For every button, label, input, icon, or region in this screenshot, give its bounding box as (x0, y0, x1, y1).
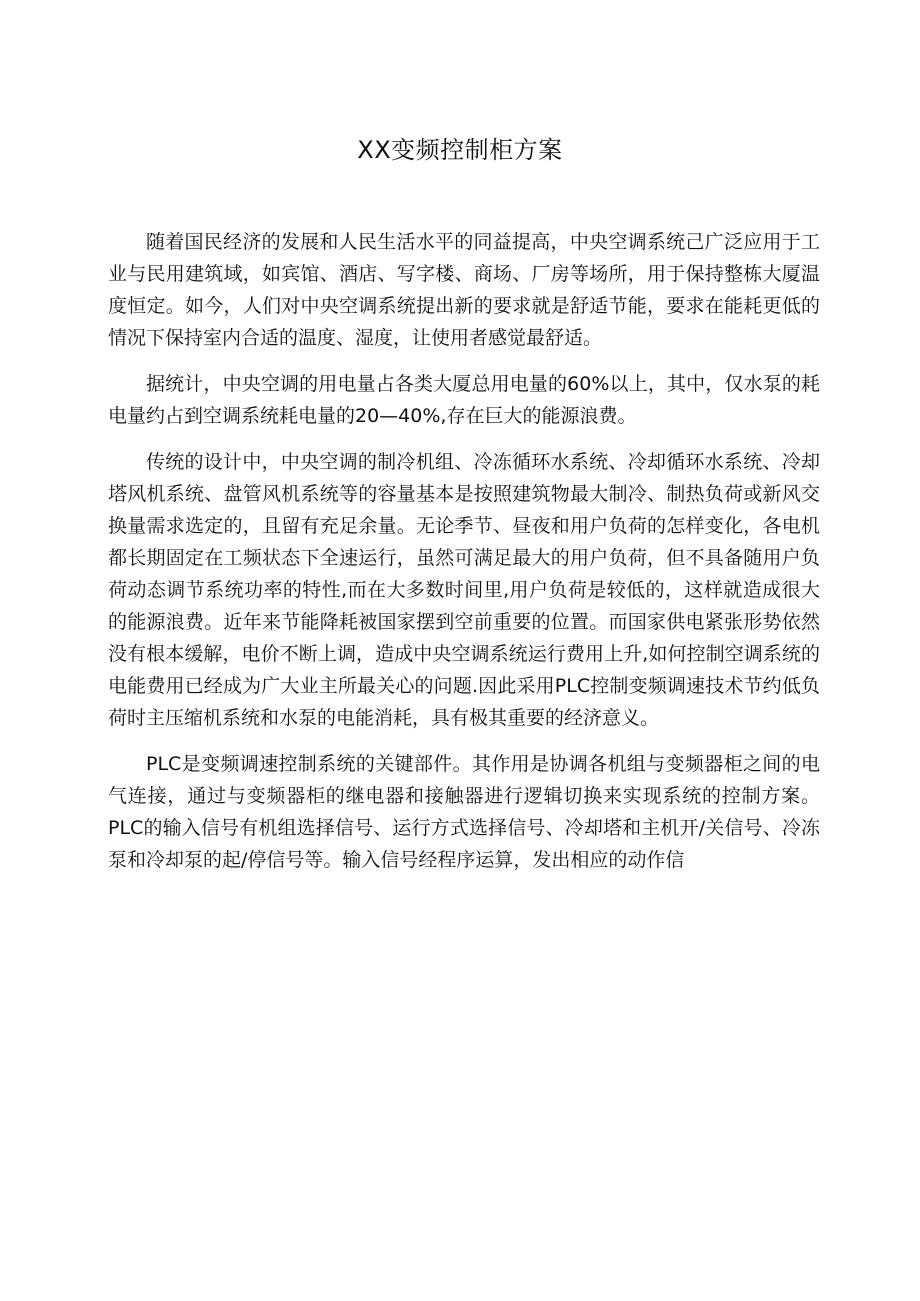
paragraph-traditional-design: 传统的设计中，中央空调的制冷机组、冷冻循环水系统、冷却循环水系统、冷却塔风机系统、盘管风机系统等的容量基本是按照建筑物最大制冷、制热负荷或新风交换量需求选定的，且留有充足余量。无论季节、昼夜和用户负荷的怎样变化，各电机都长期固定在工频状态下全速运行，虽然可满足最大的用户负荷，但不具备随用户负荷动态调节系统功率的特性,而在大多数时间里,用户负荷是较低的，这样就造成很大的能源浪费。近年来节能降耗被国家摆到空前重要的位置。而国家供电紧张形势依然没有根本缓解，电价不断上调，造成中央空调系统运行费用上升,如何控制空调系统的电能费用已经成为广大业主所最关心的问题.因此采用PLC控制变频调速技术节约低负荷时主压缩机系统和水泵的电能消耗，具有极其重要的经济意义。 (108, 451, 820, 729)
paragraph-plc: PLC是变频调速控制系统的关键部件。其作用是协调各机组与变频器柜之间的电气连接，通过与变频器柜的继电器和接触器进行逻辑切换来实现系统的控制方案。PLC的输入信号有机组选择信号、运行方式选择信号、冷却塔和主机开/关信号、冷冻泵和冷却泵的起/停信号等。输入信号经程序运算，发出相应的动作信 (108, 753, 820, 871)
document-body (108, 226, 820, 890)
paragraph-statistics: 据统计，中央空调的用电量占各类大厦总用电量的60%以上，其中，仅水泵的耗电量约占到空调系统耗电量的20—40%,存在巨大的能源浪费。 (108, 373, 820, 427)
document-title: XX变频控制柜方案 (357, 136, 563, 164)
paragraph-intro: 随着国民经济的发展和人民生活水平的同益提高，中央空调系统己广泛应用于工业与民用建筑域，如宾馆、酒店、写字楼、商场、厂房等场所，用于保持整栋大厦温度恒定。如今，人们对中央空调系统提出新的要求就是舒适节能，要求在能耗更低的情况下保持室内合适的温度、湿度，让使用者感觉最舒适。 (108, 231, 820, 349)
